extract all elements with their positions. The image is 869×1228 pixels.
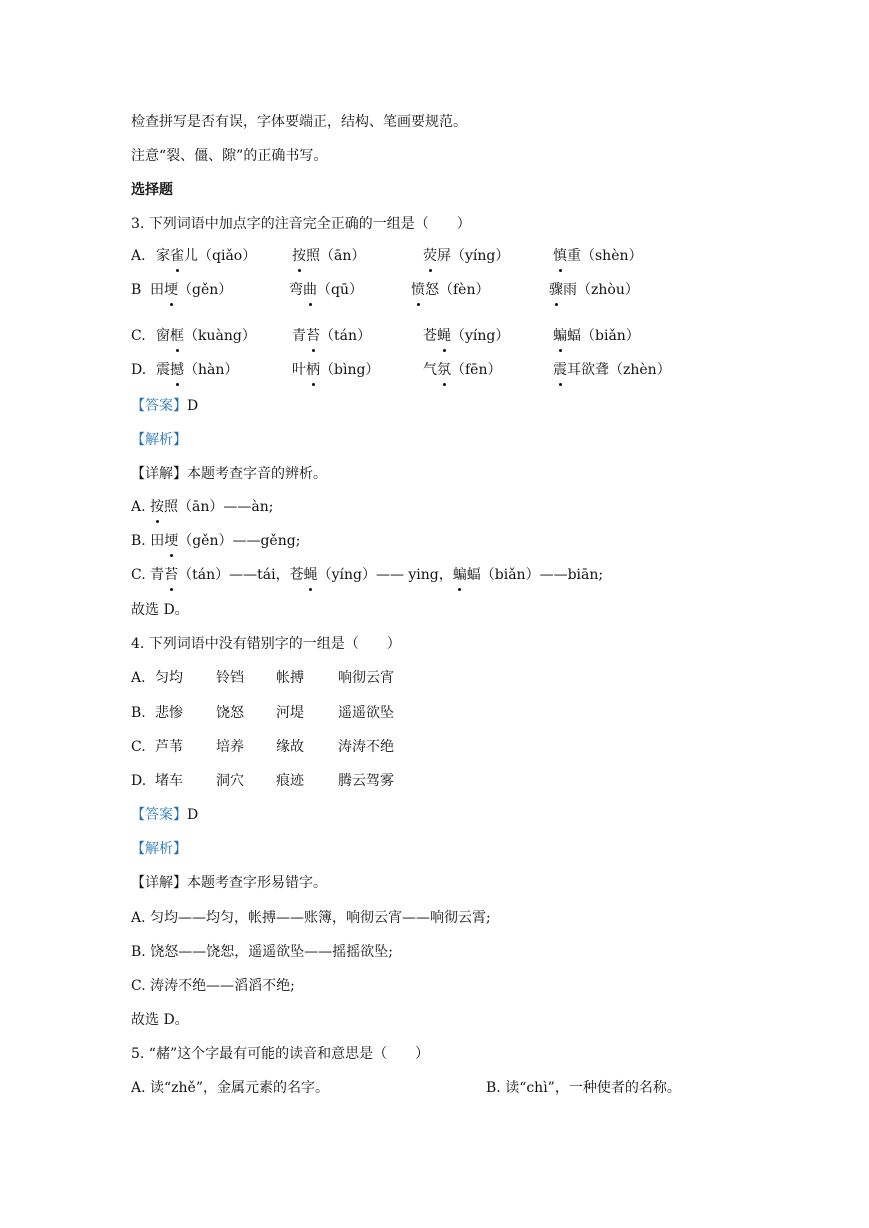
q4-explanation-b: B. 饶怒——饶恕，遥遥欲坠——摇摇欲坠; <box>131 944 393 960</box>
q3-d-choice-2: 叶柄（bìng） <box>292 362 380 378</box>
q3-detail: 【详解】本题考查字音的辨析。 <box>131 466 327 482</box>
q4-a-word-1: 匀均 <box>155 670 183 686</box>
q4-b-word-4: 遥遥欲坠 <box>338 705 394 721</box>
q4-c-word-2: 培养 <box>216 739 244 755</box>
q4-b-word-1: 悲惨 <box>155 705 183 721</box>
q3-explanation-a: A. 按照（ān）——àn; <box>131 499 274 515</box>
q4-b-word-2: 饶怒 <box>216 705 244 721</box>
q4-c-word-3: 缘故 <box>276 739 304 755</box>
q4-a-word-3: 帐搏 <box>276 670 304 686</box>
q4-d-word-2: 洞穴 <box>216 773 244 789</box>
q3-a-choice-4: 慎重（shèn） <box>553 248 643 264</box>
q4-b-word-3: 河堤 <box>276 705 304 721</box>
q4-conclusion: 故选 D。 <box>131 1012 189 1028</box>
q4-d-word-4: 腾云驾雾 <box>338 773 394 789</box>
q4-option-a-label: A. <box>131 670 146 686</box>
q3-d-choice-4: 震耳欲聋（zhèn） <box>553 362 671 378</box>
q3-answer: 【答案】D <box>131 398 199 414</box>
q4-d-word-1: 堵车 <box>155 773 183 789</box>
q4-option-b-label: B. <box>131 705 146 721</box>
q4-c-word-1: 芦苇 <box>155 739 183 755</box>
q3-option-c-label: C. <box>131 328 146 344</box>
q3-explanation-c: C. 青苔（tán）——tái，苍蝇（yíng）—— ying，蝙蝠（biǎn）——biān; <box>131 567 604 583</box>
q3-a-choice-2: 按照（ān） <box>292 248 366 264</box>
q5-option-b: B. 读“chì”，一种使者的名称。 <box>486 1080 681 1096</box>
q4-explanation-a: A. 匀均——均匀，帐搏——账簿，响彻云宵——响彻云霄; <box>131 910 491 926</box>
q3-d-choice-3: 气氛（fēn） <box>423 362 502 378</box>
q3-c-choice-1: 窗框（kuàng） <box>156 328 256 344</box>
q4-option-d-label: D. <box>131 773 147 789</box>
q3-b-choice-2: 弯曲（qū） <box>289 282 363 298</box>
q3-a-choice-3: 荧屏（yíng） <box>423 248 510 264</box>
section-heading: 选择题 <box>131 182 173 198</box>
q3-c-choice-3: 苍蝇（yíng） <box>423 328 510 344</box>
q5-stem: 5. “赭”这个字最有可能的读音和意思是（ ） <box>131 1046 430 1062</box>
q3-conclusion: 故选 D。 <box>131 602 189 618</box>
q4-detail: 【详解】本题考查字形易错字。 <box>131 875 327 891</box>
q4-a-word-2: 铃铛 <box>216 670 244 686</box>
q3-c-choice-2: 青苔（tán） <box>292 328 371 344</box>
q3-a-choice-1: 家雀儿（qiǎo） <box>156 248 257 264</box>
q4-answer: 【答案】D <box>131 807 199 823</box>
q3-c-choice-4: 蝙蝠（biǎn） <box>553 328 640 344</box>
q5-option-a: A. 读“zhě”，金属元素的名字。 <box>131 1080 330 1096</box>
text-line-notice: 注意“裂、僵、隙”的正确书写。 <box>131 148 328 164</box>
q4-option-c-label: C. <box>131 739 146 755</box>
q4-a-word-4: 响彻云宵 <box>338 670 394 686</box>
q4-stem: 4. 下列词语中没有错别字的一组是（ ） <box>131 636 401 652</box>
q3-stem: 3. 下列词语中加点字的注音完全正确的一组是（ ） <box>131 216 471 232</box>
q3-option-a-label: A. <box>131 248 146 264</box>
q3-b-choice-1: 田埂（gěn） <box>150 282 233 298</box>
q3-d-choice-1: 震撼（hàn） <box>156 362 239 378</box>
q4-analysis-tag: 【解析】 <box>131 841 187 857</box>
q4-explanation-c: C. 涛涛不绝——滔滔不绝; <box>131 978 295 994</box>
q3-analysis-tag: 【解析】 <box>131 432 187 448</box>
q3-b-choice-4: 骤雨（zhòu） <box>549 282 639 298</box>
q3-option-d-label: D. <box>131 362 147 378</box>
q4-d-word-3: 痕迹 <box>276 773 304 789</box>
q3-b-choice-3: 愤怒（fèn） <box>411 282 490 298</box>
q3-option-b-label: B <box>131 282 142 298</box>
q4-c-word-4: 涛涛不绝 <box>338 739 394 755</box>
q3-explanation-b: B. 田埂（gěn）——gěng; <box>131 533 301 549</box>
text-line-spelling: 检查拼写是否有误，字体要端正，结构、笔画要规范。 <box>131 114 467 130</box>
